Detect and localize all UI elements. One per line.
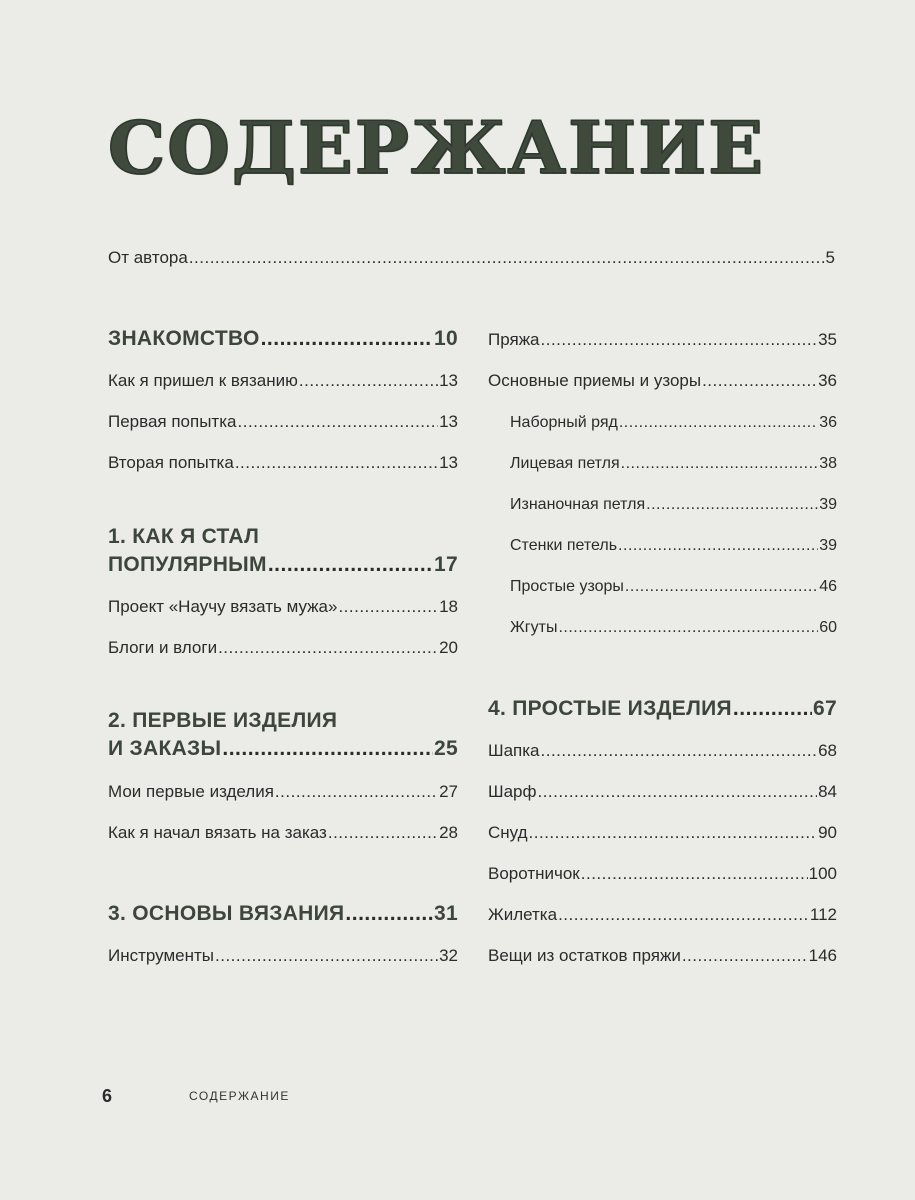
dot-leader	[529, 823, 818, 843]
toc-page-number: 90	[818, 823, 837, 842]
toc-entry-label: Первая попытка	[108, 412, 237, 431]
section-label: 3. ОСНОВЫ ВЯЗАНИЯ	[108, 902, 345, 925]
section-label-line1: 1. КАК Я СТАЛ	[108, 525, 260, 548]
toc-page-number: 38	[819, 455, 837, 472]
toc-entry-label: Изнаночная петля	[510, 496, 646, 513]
toc-page-number: 13	[439, 453, 458, 472]
toc-entry[interactable]	[488, 330, 837, 350]
dot-leader	[235, 453, 438, 473]
toc-entry-label: Жгуты	[510, 619, 558, 636]
toc-entry-label: Воротничок	[488, 864, 580, 883]
section-label: ПОПУЛЯРНЫМ	[108, 553, 267, 576]
toc-entry[interactable]	[488, 741, 837, 761]
toc-entry-label: От автора	[108, 248, 188, 267]
toc-page-number: 112	[809, 905, 837, 924]
toc-entry[interactable]	[488, 905, 837, 925]
toc-section-heading[interactable]	[108, 551, 458, 579]
toc-entry[interactable]	[488, 823, 837, 843]
dot-leader	[299, 371, 438, 391]
toc-page-number: 68	[818, 741, 837, 760]
toc-page-number: 60	[819, 619, 837, 636]
dot-leader	[733, 695, 812, 723]
toc-entry[interactable]	[488, 864, 837, 884]
toc-page-number: 13	[439, 412, 458, 431]
dot-leader	[328, 823, 438, 843]
toc-subentry[interactable]	[510, 495, 837, 515]
dot-leader	[682, 946, 808, 966]
toc-page-number: 18	[439, 597, 458, 616]
toc-section-heading[interactable]	[108, 325, 458, 353]
dot-leader	[558, 905, 809, 925]
page-title: СОДЕРЖАНИЕ	[108, 105, 766, 190]
toc-entry[interactable]	[108, 453, 458, 473]
toc-entry-label: Блоги и влоги	[108, 638, 218, 657]
toc-entry-label: Проект «Научу вязать мужа»	[108, 597, 338, 616]
dot-leader	[558, 618, 818, 638]
toc-entry-label: Как я пришел к вязанию	[108, 371, 298, 390]
dot-leader	[189, 248, 825, 268]
toc-page-number: 28	[439, 823, 458, 842]
dot-leader	[261, 325, 433, 353]
toc-entry[interactable]	[488, 946, 837, 966]
dot-leader	[238, 412, 439, 432]
dot-leader	[537, 782, 817, 802]
toc-entry[interactable]	[488, 782, 837, 802]
toc-entry-label: Жилетка	[488, 905, 558, 924]
dot-leader	[581, 864, 808, 884]
toc-subentry[interactable]	[510, 618, 837, 638]
toc-page-number: 39	[819, 496, 837, 513]
dot-leader	[275, 782, 438, 802]
toc-entry[interactable]	[108, 638, 458, 658]
toc-page-number: 32	[439, 946, 458, 965]
toc-page-number: 35	[818, 330, 837, 349]
section-page-number: 17	[434, 553, 458, 576]
section-page-number: 31	[434, 902, 458, 925]
toc-page-number: 13	[439, 371, 458, 390]
toc-page-number: 5	[825, 248, 835, 267]
toc-entry[interactable]	[108, 823, 458, 843]
dot-leader	[619, 413, 818, 433]
toc-entry[interactable]	[108, 946, 458, 966]
toc-page-number: 27	[439, 782, 458, 801]
toc-entry[interactable]	[488, 371, 837, 391]
toc-page-number: 46	[819, 578, 837, 595]
toc-page-number: 36	[819, 414, 837, 431]
dot-leader	[702, 371, 817, 391]
toc-entry-label: Стенки петель	[510, 537, 618, 554]
running-footer: СОДЕРЖАНИЕ	[189, 1089, 290, 1103]
section-label: И ЗАКАЗЫ	[108, 737, 222, 760]
toc-entry[interactable]	[108, 371, 458, 391]
toc-page-number: 39	[819, 537, 837, 554]
toc-subentry[interactable]	[510, 536, 837, 556]
dot-leader	[618, 536, 818, 556]
dot-leader	[621, 454, 819, 474]
toc-section-heading[interactable]	[488, 695, 837, 723]
dot-leader	[218, 638, 438, 658]
toc-subentry[interactable]	[510, 413, 837, 433]
toc-entry-label: Снуд	[488, 823, 528, 842]
dot-leader	[345, 900, 433, 928]
section-label: 4. ПРОСТЫЕ ИЗДЕЛИЯ	[488, 697, 732, 720]
toc-page-number: 100	[808, 864, 837, 883]
dot-leader	[625, 577, 818, 597]
toc-subentry[interactable]	[510, 454, 837, 474]
section-page-number: 10	[434, 327, 458, 350]
toc-entry-label: Основные приемы и узоры	[488, 371, 702, 390]
dot-leader	[222, 735, 433, 763]
toc-entry[interactable]	[108, 597, 458, 617]
toc-entry[interactable]	[108, 412, 458, 432]
page-number: 6	[102, 1086, 113, 1106]
toc-page-number: 84	[818, 782, 837, 801]
toc-entry-label: Мои первые изделия	[108, 782, 274, 801]
toc-entry-label: Как я начал вязать на заказ	[108, 823, 327, 842]
dot-leader	[541, 330, 818, 350]
toc-entry-label: Инструменты	[108, 946, 215, 965]
dot-leader	[646, 495, 818, 515]
toc-entry-label: Пряжа	[488, 330, 540, 349]
dot-leader	[338, 597, 438, 617]
toc-entry-label: Вещи из остатков пряжи	[488, 946, 681, 965]
toc-section-heading[interactable]	[108, 735, 458, 763]
toc-page-number: 146	[808, 946, 837, 965]
toc-entry-label: Простые узоры	[510, 578, 624, 595]
section-label-line1: 2. ПЕРВЫЕ ИЗДЕЛИЯ	[108, 709, 338, 732]
toc-entry-label: Вторая попытка	[108, 453, 234, 472]
toc-entry-label: Шарф	[488, 782, 537, 801]
dot-leader	[215, 946, 438, 966]
toc-entry[interactable]	[108, 782, 458, 802]
section-page-number: 25	[434, 737, 458, 760]
dot-leader	[541, 741, 818, 761]
toc-subentry[interactable]	[510, 577, 837, 597]
toc-entry-label: Шапка	[488, 741, 540, 760]
toc-entry-label: Наборный ряд	[510, 414, 618, 431]
toc-entry-label: Лицевая петля	[510, 455, 620, 472]
dot-leader	[268, 551, 433, 579]
toc-page-number: 20	[439, 638, 458, 657]
section-page-number: 67	[813, 697, 837, 720]
toc-page-number: 36	[818, 371, 837, 390]
section-label: ЗНАКОМСТВО	[108, 327, 260, 350]
toc-section-heading[interactable]	[108, 900, 458, 928]
toc-entry-intro[interactable]	[108, 248, 835, 268]
